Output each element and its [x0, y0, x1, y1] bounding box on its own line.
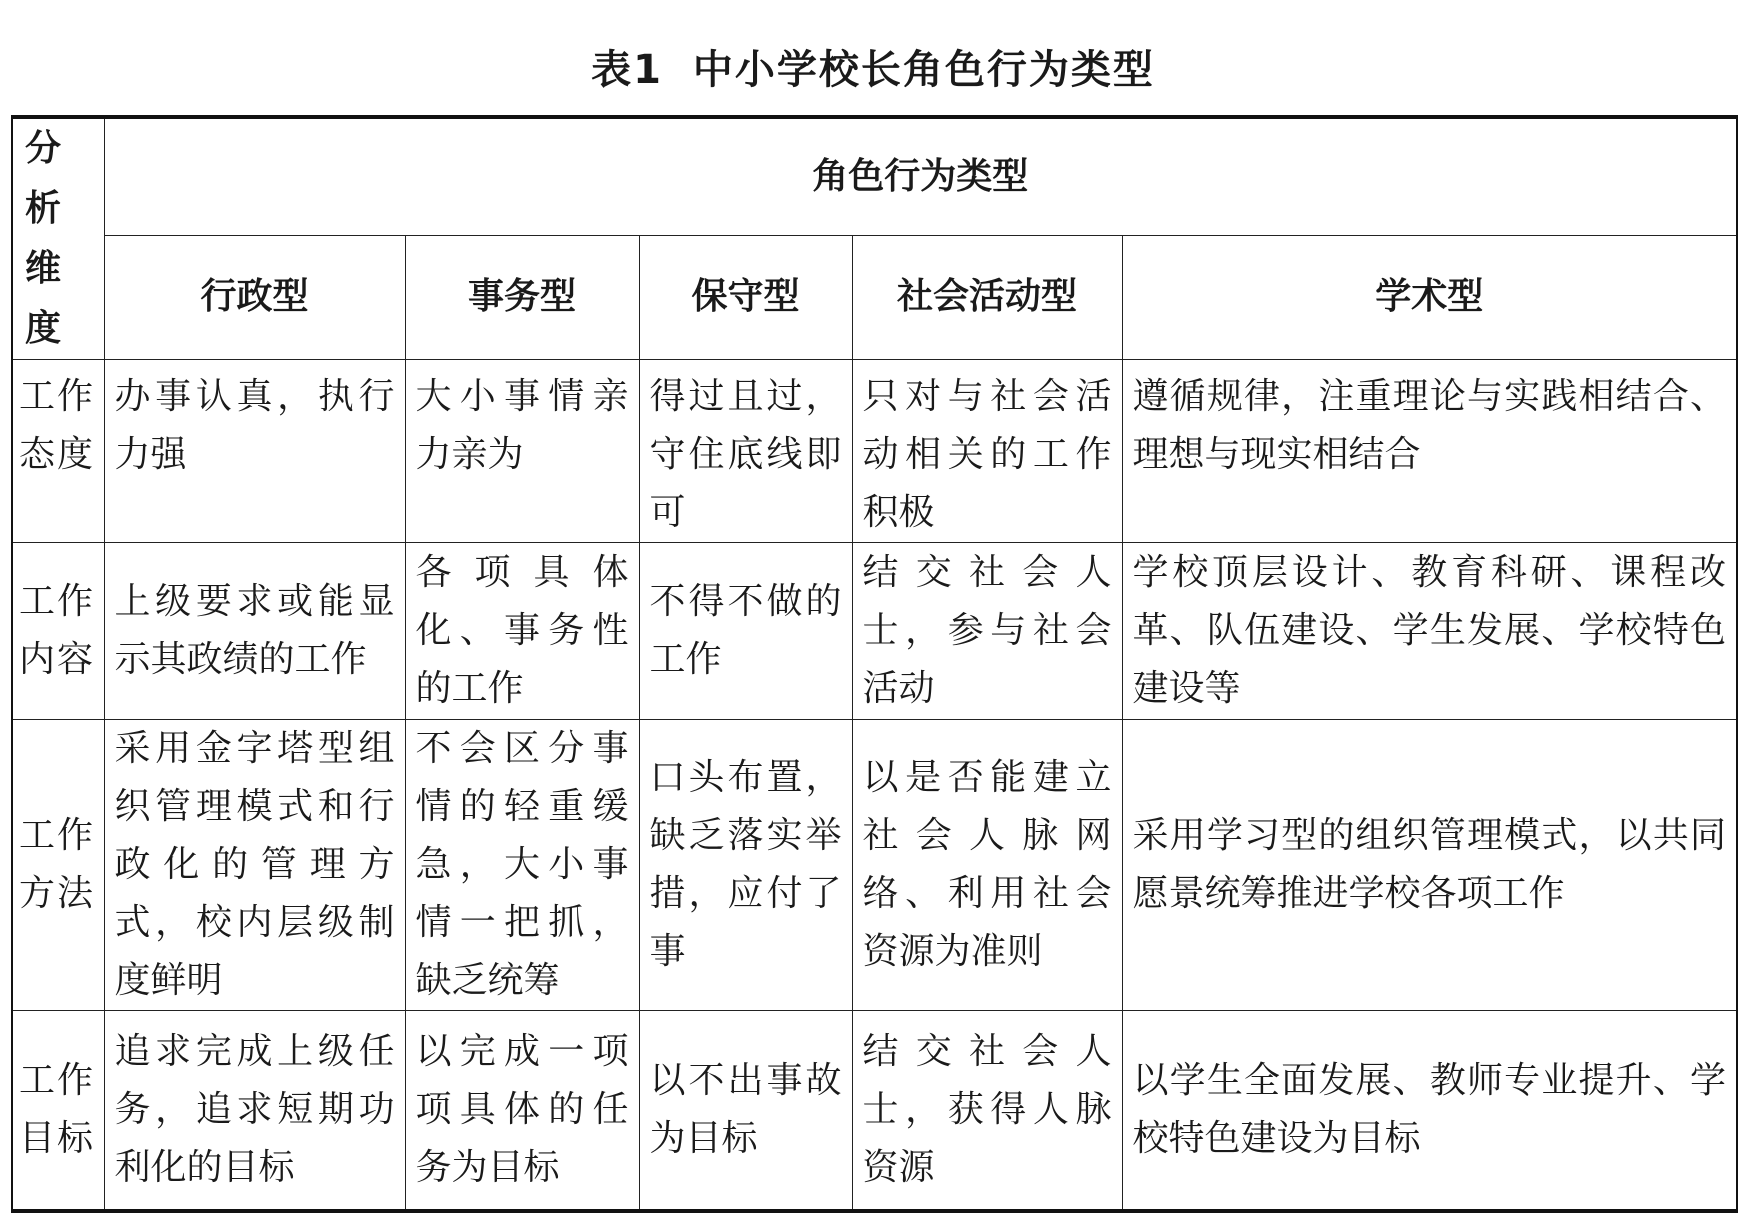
table-cell: 结交社会人士，参与社会活动 — [852, 543, 1122, 720]
table-cell: 以不出事故为目标 — [639, 1011, 852, 1211]
dimension-header: 分析维度 — [12, 117, 104, 360]
table-cell: 采用学习型的组织管理模式，以共同愿景统筹推进学校各项工作 — [1122, 720, 1737, 1011]
role-behavior-table — [11, 115, 1738, 1213]
column-header-affairs: 事务型 — [405, 235, 639, 359]
header-row-columns — [12, 235, 1737, 359]
table-cell: 不会区分事情的轻重缓急，大小事情一把抓，缺乏统筹 — [405, 720, 639, 1011]
table-cell: 以完成一项项具体的任务为目标 — [405, 1011, 639, 1211]
table-cell: 采用金字塔型组织管理模式和行政化的管理方式，校内层级制度鲜明 — [104, 720, 405, 1011]
table-cell: 遵循规律，注重理论与实践相结合、理想与现实相结合 — [1122, 360, 1737, 543]
column-header-academic: 学术型 — [1122, 235, 1737, 359]
row-dimension: 工作内容 — [12, 543, 104, 720]
table-cell: 上级要求或能显示其政绩的工作 — [104, 543, 405, 720]
table-row — [12, 543, 1737, 720]
table-cell: 学校顶层设计、教育科研、课程改革、队伍建设、学生发展、学校特色建设等 — [1122, 543, 1737, 720]
table-cell: 只对与社会活动相关的工作积极 — [852, 360, 1122, 543]
table-cell: 不得不做的工作 — [639, 543, 852, 720]
table-cell: 以学生全面发展、教师专业提升、学校特色建设为目标 — [1122, 1011, 1737, 1211]
row-dimension: 工作方法 — [12, 720, 104, 1011]
table-row — [12, 720, 1737, 1011]
column-header-social-activity: 社会活动型 — [852, 235, 1122, 359]
table-title — [0, 38, 1746, 95]
column-header-conservative: 保守型 — [639, 235, 852, 359]
header-row-group — [12, 117, 1737, 235]
group-header: 角色行为类型 — [104, 117, 1737, 235]
row-dimension: 工作态度 — [12, 360, 104, 543]
table-row — [12, 360, 1737, 543]
table-cell: 结交社会人士，获得人脉资源 — [852, 1011, 1122, 1211]
table-number: 表1 — [591, 47, 663, 93]
table-cell: 得过且过，守住底线即可 — [639, 360, 852, 543]
table-cell: 口头布置，缺乏落实举措，应付了事 — [639, 720, 852, 1011]
table-row — [12, 1011, 1737, 1211]
table-cell: 办事认真，执行力强 — [104, 360, 405, 543]
table-caption: 中小学校长角色行为类型 — [692, 47, 1155, 93]
table-cell: 以是否能建立社会人脉网络、利用社会资源为准则 — [852, 720, 1122, 1011]
table-cell: 各项具体化、事务性的工作 — [405, 543, 639, 720]
table-cell: 大小事情亲力亲为 — [405, 360, 639, 543]
column-header-administrative: 行政型 — [104, 235, 405, 359]
row-dimension: 工作目标 — [12, 1011, 104, 1211]
table-cell: 追求完成上级任务，追求短期功利化的目标 — [104, 1011, 405, 1211]
